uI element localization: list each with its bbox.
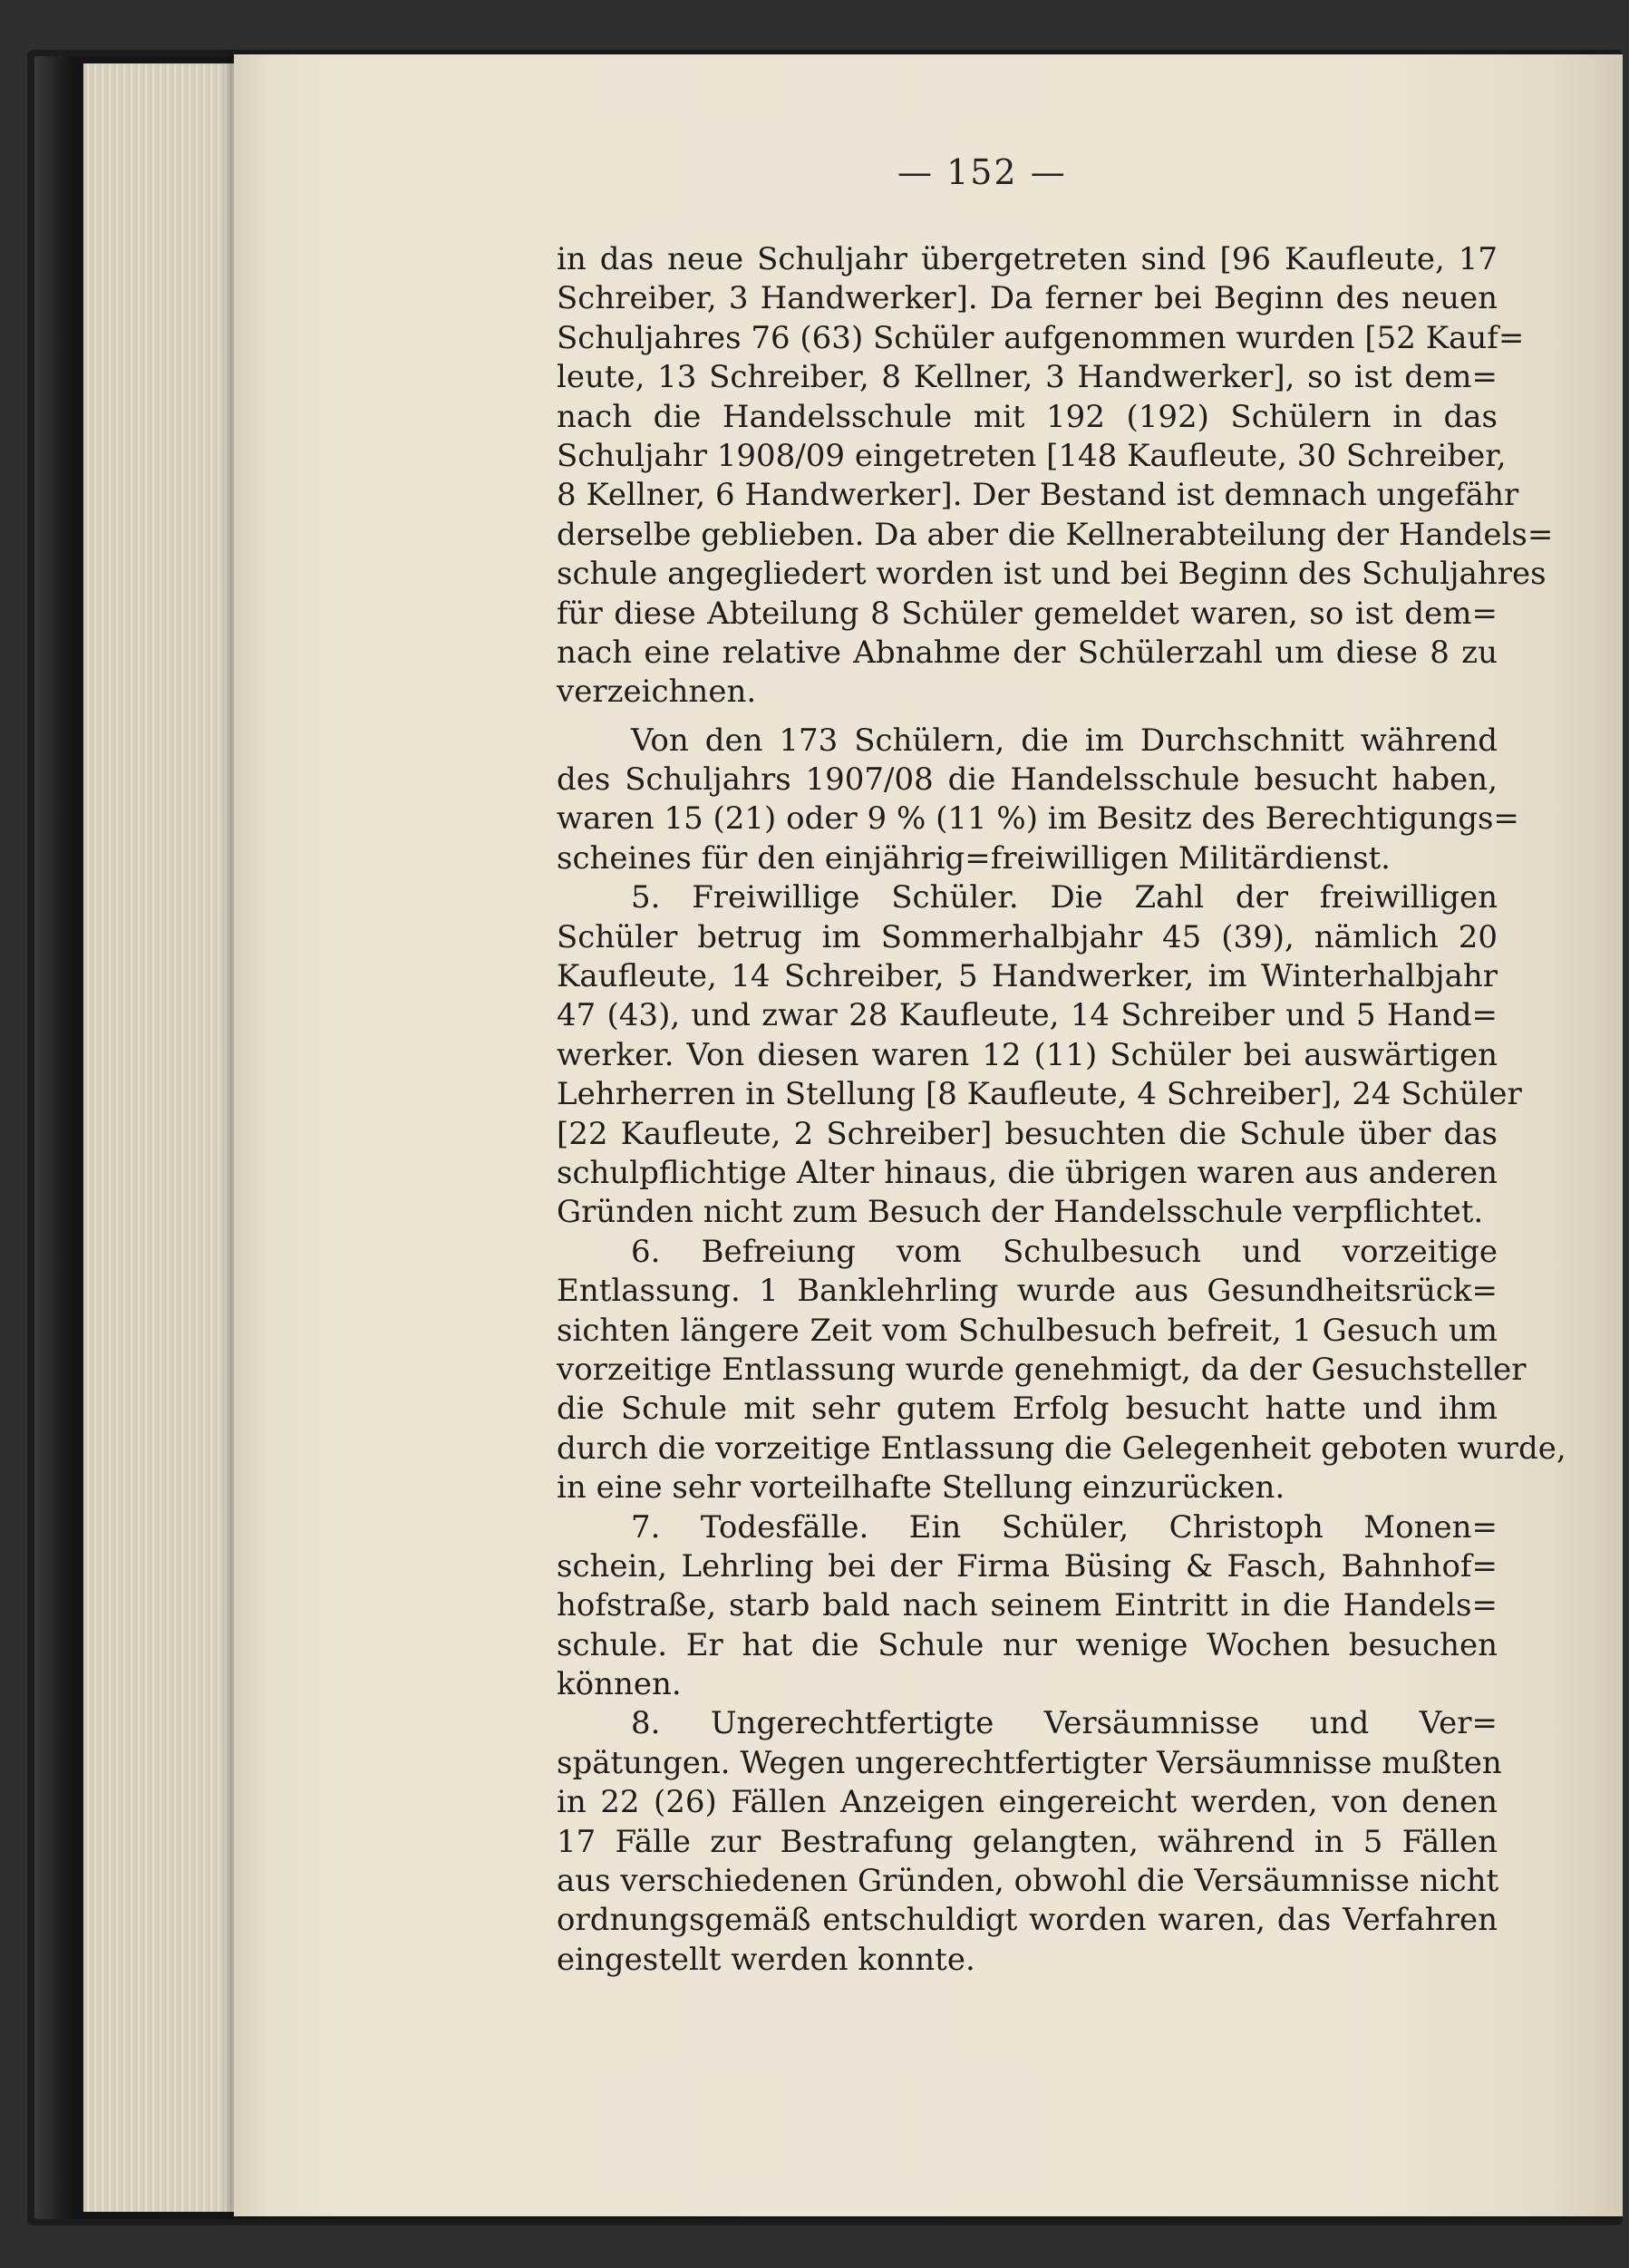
text-line: Schuljahr 1908/09 eingetreten [148 Kaufleute, 30 Schreiber, (557, 437, 1507, 474)
text-line: durch die vorzeitige Entlassung die Gelegenheit geboten wurde, (557, 1430, 1566, 1467)
text-line: verzeichnen. (557, 674, 757, 711)
text-line: Von den 173 Schülern, die im Durchschnitt während (631, 722, 1498, 759)
text-line: in das neue Schuljahr übergetreten sind [96 Kaufleute, 17 (557, 241, 1498, 277)
section-heading-line: 5. Freiwillige Schüler. Die Zahl der freiwilligen (631, 879, 1498, 916)
text-line: ordnungsgemäß entschuldigt worden waren, das Verfahren (557, 1902, 1498, 1939)
body-text (557, 240, 1566, 1980)
text-line: nach die Handelsschule mit 192 (192) Schülern in das (557, 398, 1498, 435)
text-line: vorzeitige Entlassung wurde genehmigt, da der Gesuchsteller (557, 1351, 1527, 1388)
text-line: hofstraße, starb bald nach seinem Eintritt in die Handels= (557, 1587, 1498, 1624)
text-line: werker. Von diesen waren 12 (11) Schüler bei auswärtigen (557, 1036, 1498, 1073)
text-line: aus verschiedenen Gründen, obwohl die Versäumnisse nicht (557, 1863, 1499, 1900)
text-line: schule angegliedert worden ist und bei Beginn des Schuljahres (557, 556, 1547, 593)
text-line: in eine sehr vorteilhafte Stellung einzurücken. (557, 1469, 1285, 1507)
text-line: können. (557, 1666, 682, 1703)
text-line: schule. Er hat die Schule nur wenige Wochen besuchen (557, 1626, 1498, 1663)
page-number: — 152 — (897, 152, 1067, 192)
text-line: scheines für den einjährig=freiwilligen Militärdienst. (557, 839, 1391, 877)
text-line: spätungen. Wegen ungerechtfertigter Versäumnisse mußten (557, 1744, 1502, 1781)
text-line: in 22 (26) Fällen Anzeigen eingereicht werden, von denen (557, 1784, 1498, 1821)
text-line: Schreiber, 3 Handwerker]. Da ferner bei Beginn des neuen (557, 280, 1498, 317)
text-line: schulpflichtige Alter hinaus, die übrigen waren aus anderen (557, 1154, 1498, 1191)
text-line: die Schule mit sehr gutem Erfolg besucht hatte und ihm (557, 1391, 1498, 1428)
text-line: Schuljahres 76 (63) Schüler aufgenommen wurden [52 Kauf= (557, 319, 1525, 356)
text-line: Entlassung. 1 Banklehrling wurde aus Gesundheitsrück= (557, 1273, 1498, 1310)
section-heading-line: 6. Befreiung vom Schulbesuch und vorzeitige (631, 1233, 1498, 1270)
section-heading-line: 8. Ungerechtfertigte Versäumnisse und Ver= (631, 1705, 1498, 1742)
text-line: leute, 13 Schreiber, 8 Kellner, 3 Handwerker], so ist dem= (557, 359, 1498, 396)
text-line: des Schuljahrs 1907/08 die Handelsschule besucht haben, (557, 761, 1498, 799)
text-line: [22 Kaufleute, 2 Schreiber] besuchten die Schule über das (557, 1115, 1498, 1152)
text-line: schein, Lehrling bei der Firma Büsing & Fasch, Bahnhof= (557, 1547, 1498, 1585)
text-line: für diese Abteilung 8 Schüler gemeldet waren, so ist dem= (557, 595, 1498, 632)
text-line: derselbe geblieben. Da aber die Kellnerabteilung der Handels= (557, 516, 1554, 553)
section-heading-line: 7. Todesfälle. Ein Schüler, Christoph Monen= (631, 1508, 1498, 1546)
text-line: 47 (43), und zwar 28 Kaufleute, 14 Schreiber und 5 Hand= (557, 997, 1498, 1034)
text-line: 17 Fälle zur Bestrafung gelangten, während in 5 Fällen (557, 1823, 1498, 1860)
text-line: 8 Kellner, 6 Handwerker]. Der Bestand ist demnach ungefähr (557, 477, 1519, 514)
text-line: eingestellt werden konnte. (557, 1941, 975, 1978)
text-line: waren 15 (21) oder 9 % (11 %) im Besitz des Berechtigungs= (557, 800, 1519, 838)
text-line: Kaufleute, 14 Schreiber, 5 Handwerker, im Winterhalbjahr (557, 958, 1498, 995)
text-line: Schüler betrug im Sommerhalbjahr 45 (39), nämlich 20 (557, 918, 1498, 955)
text-line: nach eine relative Abnahme der Schülerzahl um diese 8 zu (557, 634, 1498, 671)
text-line: Gründen nicht zum Besuch der Handelsschule verpflichtet. (557, 1194, 1484, 1231)
text-line: Lehrherren in Stellung [8 Kaufleute, 4 Schreiber], 24 Schüler (557, 1076, 1522, 1113)
text-line: sichten längere Zeit vom Schulbesuch befreit, 1 Gesuch um (557, 1312, 1498, 1349)
